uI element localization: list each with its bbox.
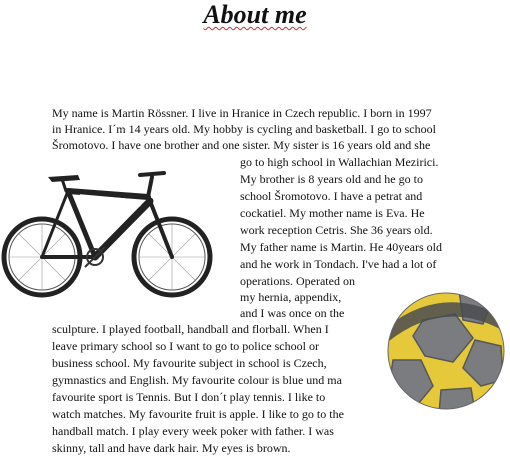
paragraph-line: in Hranice. I´m 14 years old. My hobby is cycling and basketball. I go to school bbox=[52, 122, 436, 136]
paragraph-line: skinny, tall and have dark hair. My eyes is brown. bbox=[52, 441, 291, 455]
page-title: About me bbox=[203, 0, 307, 29]
paragraph-line: gymnastics and English. My favourite colour is blue und ma bbox=[52, 373, 342, 387]
paragraph-line: Šromotovo. I have one brother and one sister. My sister is 16 years old and she bbox=[52, 138, 431, 152]
handball-image bbox=[383, 290, 509, 412]
paragraph-line: work reception Cetris. She 36 years old. bbox=[240, 223, 433, 237]
paragraph-line: go to high school in Wallachian Mezirici. bbox=[240, 155, 439, 169]
paragraph-line: my hernia, appendix, bbox=[240, 290, 342, 304]
paragraph-line: sculpture. I played football, handball and florball. When I bbox=[52, 322, 329, 336]
paragraph-line: business school. My favourite subject in school is Czech, bbox=[52, 356, 327, 370]
paragraph-line: operations. Operated on bbox=[240, 274, 355, 288]
paragraph-line: handball match. I play every week poker with father. I was bbox=[52, 424, 334, 438]
paragraph-line: My name is Martin Rössner. I live in Hranice in Czech republic. I born in 1997 bbox=[52, 106, 432, 120]
paragraph-line: and I was once on the bbox=[240, 306, 345, 320]
paragraph-line: My brother is 8 years old and he go to bbox=[240, 172, 423, 186]
paragraph-line: My father name is Martin. He 40years old bbox=[240, 240, 442, 254]
bicycle-image bbox=[0, 165, 218, 300]
paragraph-line: favourite sport is Tennis. But I don´t play tennis. I like to bbox=[52, 390, 326, 404]
paragraph-line: school Šromotovo. I have a petrat and bbox=[240, 189, 423, 203]
paragraph-line: watch matches. My favourite fruit is apple. I like to go to the bbox=[52, 407, 344, 421]
paragraph-line: cockatiel. My mother name is Eva. He bbox=[240, 206, 425, 220]
paragraph-line: and he work in Tondach. I've had a lot of bbox=[240, 257, 437, 271]
paragraph-line: leave primary school so I want to go to police school or bbox=[52, 339, 319, 353]
